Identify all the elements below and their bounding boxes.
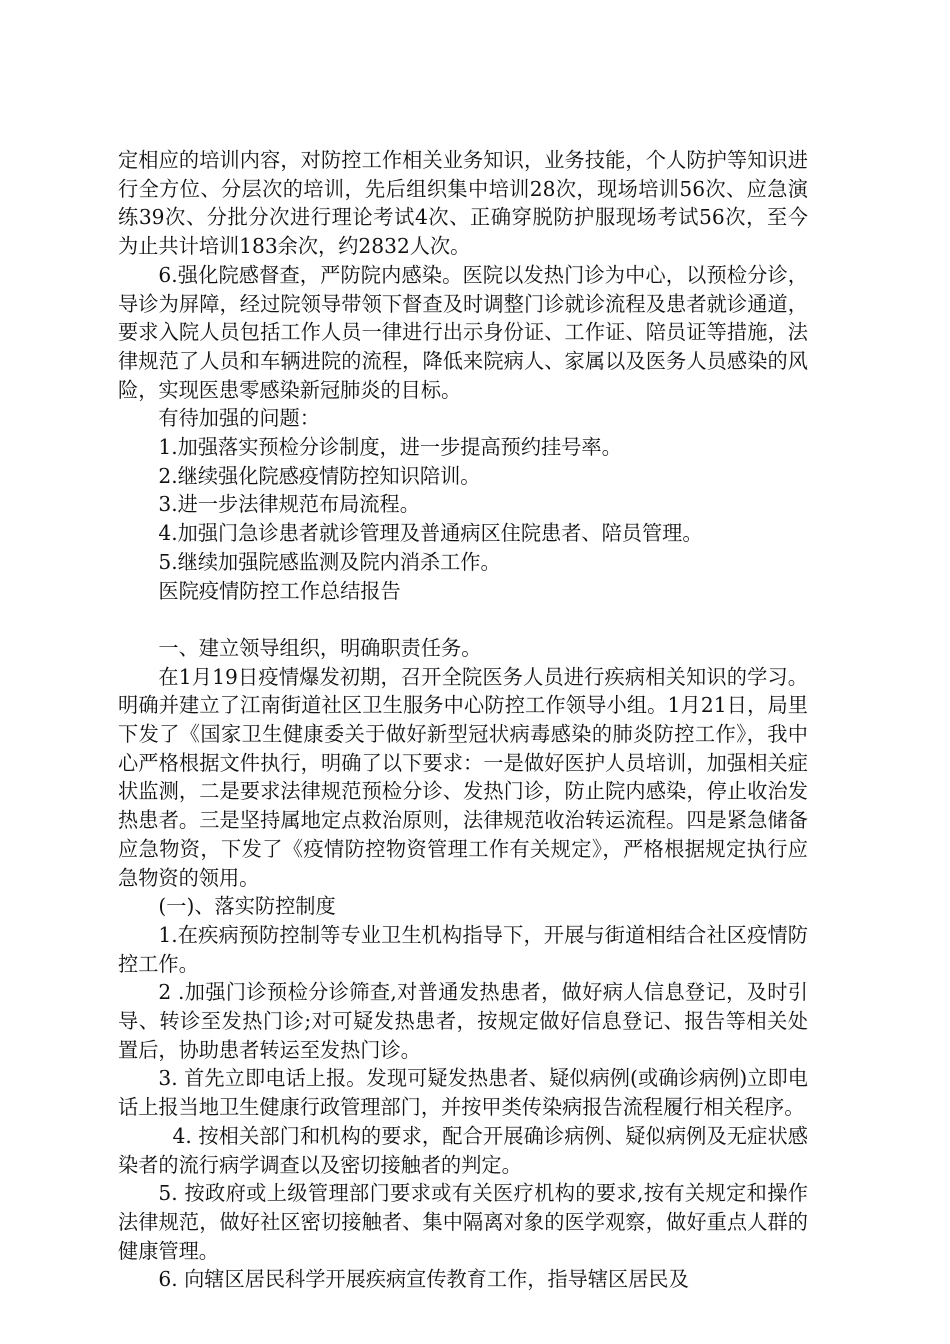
report-title: 医院疫情防控工作总结报告 bbox=[158, 578, 401, 603]
issue-item-5: 5.继续加强院感监测及院内消杀工作。 bbox=[158, 549, 501, 574]
subsection-heading-1: (一)、落实防控制度 bbox=[158, 894, 336, 919]
paragraph-training: 定相应的培训内容，对防控工作相关业务知识，业务技能，个人防护等知识进行全方位、分层次的培训，先后组织集中培训28次，现场培训56次、应急演练39次、分批分次进行理论考试4次、正确穿脱防护服现场考试56次，至今为止共计培训183余次，约2832人次。 bbox=[118, 148, 808, 259]
measure-item-1: 1.在疾病预防控制等专业卫生机构指导下，开展与街道相结合社区疫情防控工作。 bbox=[118, 922, 808, 976]
issue-item-4: 4.加强门急诊患者就诊管理及普通病区住院患者、陪员管理。 bbox=[158, 521, 703, 546]
section-heading-1: 一、建立领导组织，明确职责任务。 bbox=[158, 635, 482, 660]
measure-item-2: 2 .加强门诊预检分诊筛查,对普通发热患者，做好病人信息登记，及时引导、转诊至发热门诊;对可疑发热患者，按规定做好信息登记、报告等相关处置后，协助患者转运至发热门诊。 bbox=[118, 980, 808, 1062]
measure-item-3: 3. 首先立即电话上报。发现可疑发热患者、疑似病例(或确诊病例)立即电话上报当地卫生健康行政管理部门，并按甲类传染病报告流程履行相关程序。 bbox=[118, 1066, 808, 1120]
measure-item-4: 4. 按相关部门和机构的要求，配合开展确诊病例、疑似病例及无症状感染者的流行病学调查以及密切接触者的判定。 bbox=[118, 1123, 808, 1177]
issues-heading: 有待加强的问题： bbox=[158, 406, 320, 431]
measure-item-6: 6. 向辖区居民科学开展疾病宣传教育工作，指导辖区居民及 bbox=[158, 1267, 689, 1292]
measure-item-5: 5. 按政府或上级管理部门要求或有关医疗机构的要求,按有关规定和操作法律规范，做好社区密切接触者、集中隔离对象的医学观察，做好重点人群的健康管理。 bbox=[118, 1181, 808, 1263]
document-page bbox=[118, 146, 808, 1294]
paragraph-infection-control: 6.强化院感督查，严防院内感染。医院以发热门诊为中心，以预检分诊，导诊为屏障，经过院领导带领下督查及时调整门诊就诊流程及患者就诊通道，要求入院人员包括工作人员一律进行出示身份证、工作证、陪员证等措施，法律规范了人员和车辆进院的流程，降低来院病人、家属以及医务人员感染的风险，实现医患零感染新冠肺炎的目标。 bbox=[118, 262, 808, 402]
issue-item-2: 2.继续强化院感疫情防控知识陪训。 bbox=[158, 463, 481, 488]
issue-item-3: 3.进一步法律规范布局流程。 bbox=[158, 492, 420, 517]
issue-item-1: 1.加强落实预检分诊制度，进一步提高预约挂号率。 bbox=[158, 435, 622, 460]
paragraph-leadership: 在1月19日疫情爆发初期，召开全院医务人员进行疾病相关知识的学习。明确并建立了江南街道社区卫生服务中心防控工作领导小组。1月21日，局里下发了《国家卫生健康委关于做好新型冠状病毒感染的肺炎防控工作》，我中心严格根据文件执行，明确了以下要求：一是做好医护人员培训，加强相关症状监测，二是要求法律规范预检分诊、发热门诊，防止院内感染，停止收治发热患者。三是坚持属地定点救治原则，法律规范收治转运流程。四是紧急储备应急物资，下发了《疫情防控物资管理工作有关规定》，严格根据规定执行应急物资的领用。 bbox=[118, 664, 808, 890]
blank-line bbox=[118, 605, 808, 634]
